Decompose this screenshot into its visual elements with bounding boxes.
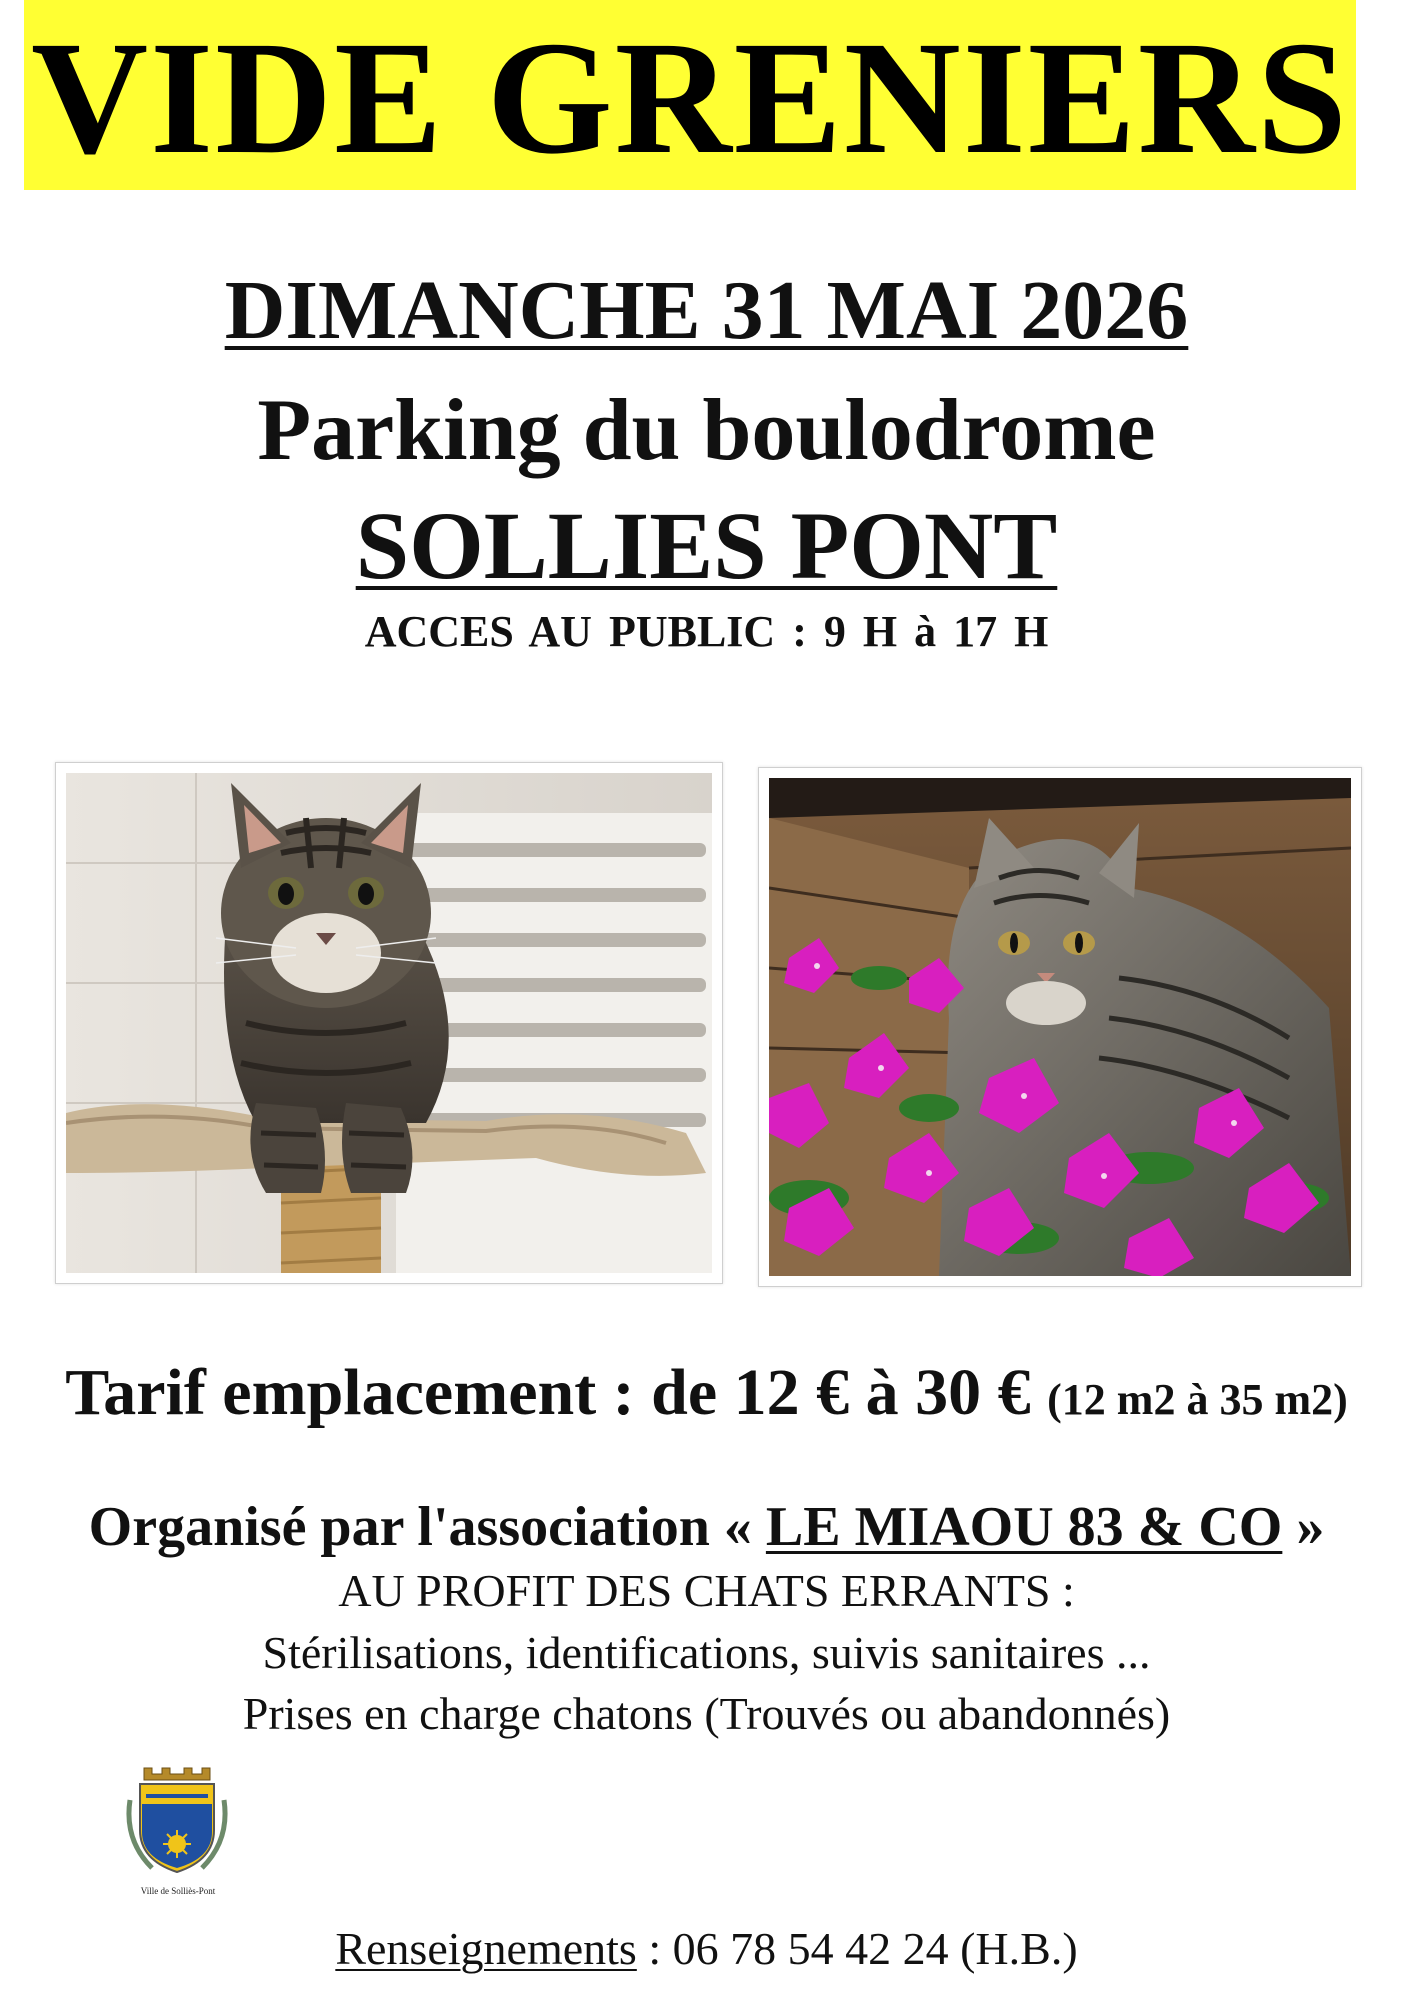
organizer-suffix: »	[1282, 1496, 1325, 1558]
pitch-size: (12 m2 à 35 m2)	[1047, 1375, 1348, 1424]
contact-label: Renseignements	[335, 1923, 637, 1974]
pitch-price	[0, 1355, 1413, 1431]
pitch-price-label: Tarif emplacement : de 12 € à 30 €	[65, 1356, 1031, 1429]
kitten-care-line: Prises en charge chatons (Trouvés ou abandonnés)	[242, 1688, 1171, 1739]
organizer-line	[0, 1495, 1413, 1559]
association-name: LE MIAOU 83 & CO	[765, 1496, 1283, 1558]
town-crest-icon	[122, 1760, 232, 1880]
cat-flowers-image	[769, 778, 1351, 1276]
crest-caption: Ville de Solliès-Pont	[140, 1886, 216, 1896]
kitten-photo	[55, 762, 723, 1284]
contact-line	[0, 1922, 1413, 1975]
beneficiary-line: AU PROFIT DES CHATS ERRANTS :	[338, 1565, 1075, 1616]
event-place: Parking du boulodrome	[257, 382, 1156, 479]
event-town: SOLLIES PONT	[355, 492, 1058, 599]
kitten-image	[66, 773, 712, 1273]
organizer-prefix: Organisé par l'association «	[88, 1496, 766, 1558]
opening-hours: ACCES AU PUBLIC : 9 H à 17 H	[364, 607, 1049, 656]
title-banner	[24, 0, 1356, 190]
cat-flowers-photo	[758, 767, 1362, 1287]
services-line: Stérilisations, identifications, suivis sanitaires ...	[262, 1627, 1151, 1678]
contact-phone: : 06 78 54 42 24 (H.B.)	[636, 1923, 1078, 1974]
poster-title: VIDE GRENIERS	[31, 9, 1349, 188]
event-date: DIMANCHE 31 MAI 2026	[224, 264, 1189, 357]
